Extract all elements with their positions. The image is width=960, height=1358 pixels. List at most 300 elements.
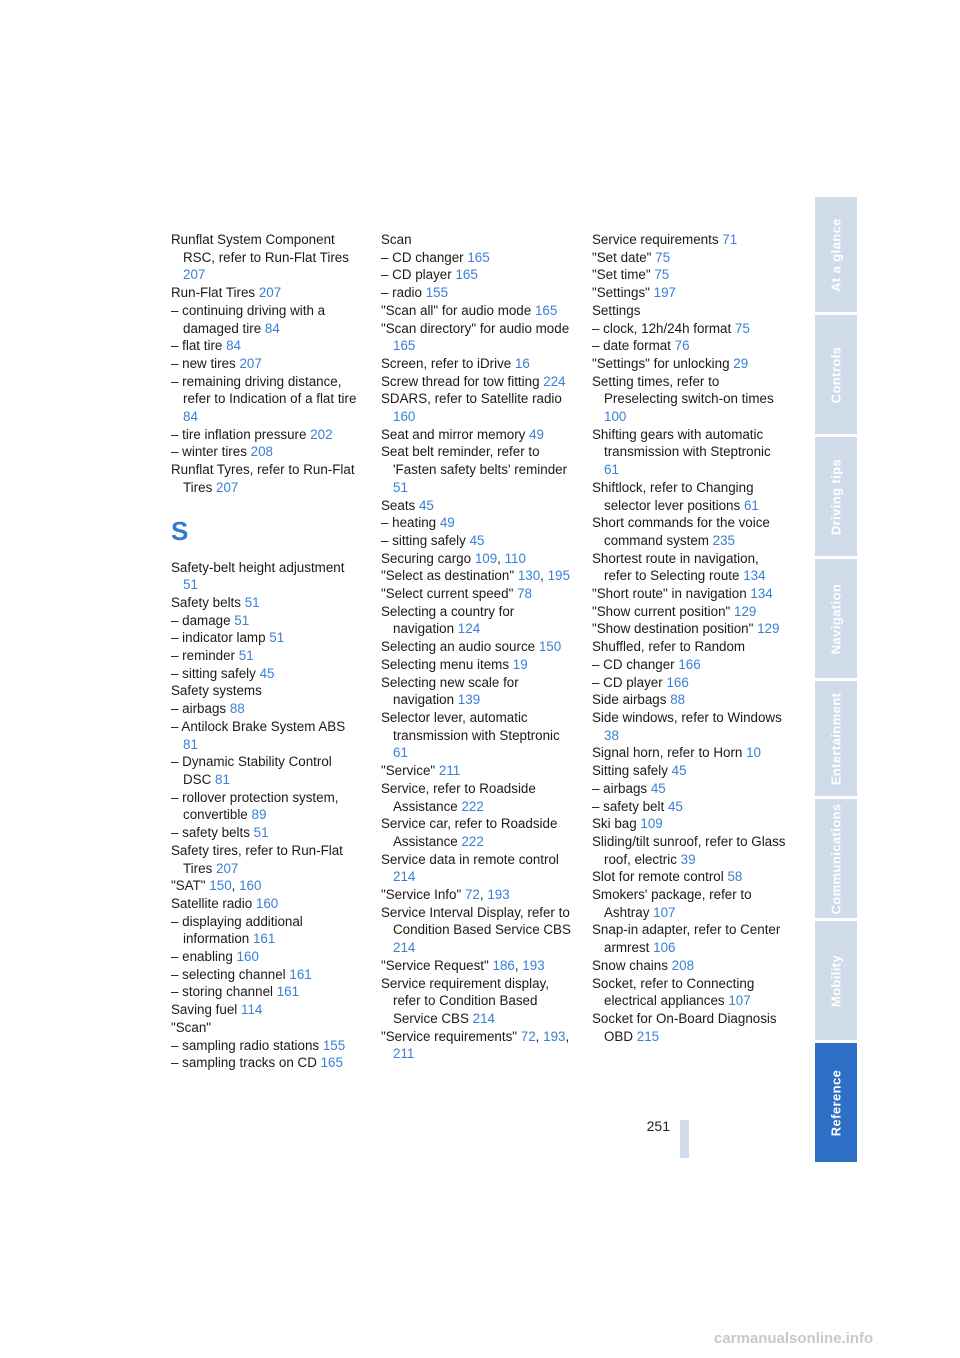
index-entry: "Service Info" 72, 193 <box>381 887 510 903</box>
page-reference-link[interactable]: 10 <box>746 745 761 761</box>
index-entry <box>381 709 573 762</box>
index-entry <box>592 691 788 709</box>
index-entry <box>381 851 573 886</box>
index-entry-text: "Select current speed" <box>381 586 514 602</box>
index-entry <box>592 231 788 249</box>
index-entry-text: – storing channel <box>171 984 273 1000</box>
page-reference-link[interactable]: 75 <box>655 249 671 265</box>
page-reference-link[interactable]: 39 <box>680 851 696 867</box>
page-reference-link[interactable]: 224 <box>543 373 566 389</box>
sidebar-tab-communications[interactable] <box>815 799 857 921</box>
page-reference-link[interactable]: 207 <box>258 285 282 301</box>
index-entry <box>381 904 573 957</box>
index-entry-text: "Scan directory" for audio mode <box>381 320 570 336</box>
index-entry-text: – flat tire <box>171 338 223 354</box>
watermark: carmanualsonline.info <box>714 1330 874 1347</box>
index-entry-text: – rollover protection system, convertible <box>171 789 339 823</box>
page-reference-link[interactable]: 81 <box>183 736 198 752</box>
index-entry-text: – CD player <box>592 674 663 690</box>
index-entry <box>592 373 788 426</box>
page-reference-link[interactable]: 107 <box>728 993 751 1009</box>
page-reference-link[interactable]: 109 <box>640 816 663 832</box>
index-entry <box>171 461 363 496</box>
page-reference-link[interactable]: 45 <box>667 798 683 814</box>
index-entry <box>171 913 363 948</box>
index-entry <box>592 426 788 479</box>
index-entry-text: "Select as destination" <box>381 568 515 584</box>
page-reference-link[interactable]: 214 <box>393 940 416 956</box>
index-entry <box>592 620 788 638</box>
index-entry <box>592 975 788 1010</box>
index-entry <box>171 700 363 718</box>
page-reference-link[interactable]: 166 <box>666 674 689 690</box>
index-entry-text: Selector lever, automatic transmission with Steptronic <box>381 709 560 743</box>
page-reference-link[interactable]: 195 <box>547 568 570 584</box>
page-reference-link[interactable]: 139 <box>457 692 481 708</box>
index-entry <box>381 585 573 603</box>
page-reference-link[interactable]: 75 <box>654 267 670 283</box>
index-entry <box>592 337 788 355</box>
index-entry-text: Side airbags <box>592 692 667 708</box>
index-entry <box>592 638 788 656</box>
index-entry <box>171 718 363 753</box>
index-entry-text: – new tires <box>171 355 236 371</box>
sidebar-tab-label: At a glance <box>828 217 844 292</box>
page-reference-link[interactable]: 51 <box>393 479 408 495</box>
page-reference-link[interactable]: 88 <box>229 701 245 717</box>
page-reference-link[interactable]: 222 <box>461 833 484 849</box>
index-entry <box>171 682 363 700</box>
page-reference-link[interactable]: 207 <box>216 479 239 495</box>
index-entry-text: – airbags <box>171 701 227 717</box>
sidebar-tab-label: Controls <box>828 346 844 403</box>
index-entry <box>381 656 573 674</box>
index-entry <box>171 443 363 461</box>
page-reference-link[interactable]: 155 <box>425 285 449 301</box>
page-reference-link[interactable]: 49 <box>529 426 545 442</box>
page-reference-link[interactable]: 202 <box>310 426 333 442</box>
page-reference-link[interactable]: 130 <box>517 568 541 584</box>
page-reference-link[interactable]: 215 <box>636 1028 660 1044</box>
index-entry-text: Saving fuel <box>171 1002 238 1018</box>
index-entry <box>592 886 788 921</box>
page-reference-link[interactable]: 84 <box>264 320 280 336</box>
index-entry <box>592 320 788 338</box>
index-entry <box>592 674 788 692</box>
index-entry-text: Signal horn, refer to Horn <box>592 745 743 761</box>
index-entry <box>381 762 573 780</box>
page-reference-link[interactable]: 165 <box>467 249 490 265</box>
index-entry <box>171 665 363 683</box>
page-reference-link[interactable]: 197 <box>653 285 676 301</box>
index-entry-text: – CD changer <box>592 656 675 672</box>
page-reference-link[interactable]: 75 <box>734 320 750 336</box>
page-reference-link[interactable]: 134 <box>750 586 773 602</box>
index-entry-text: Side windows, refer to Windows <box>592 709 782 725</box>
page-reference-link[interactable]: 110 <box>504 550 526 566</box>
index-entry-text: "Show destination position" <box>592 621 754 637</box>
index-entry <box>592 868 788 886</box>
index-entry <box>171 983 363 1001</box>
page-reference-link[interactable]: 72 <box>464 887 480 903</box>
sidebar-tab-label: Communications <box>828 802 844 915</box>
index-entry-text: Seats <box>381 497 416 513</box>
index-entry-text: – indicator lamp <box>171 630 266 646</box>
index-entry <box>592 249 788 267</box>
page-reference-link[interactable]: 165 <box>393 338 416 354</box>
page-reference-link[interactable]: 106 <box>653 940 676 956</box>
page-number-bar <box>680 1120 689 1158</box>
index-entry-text: Seat and mirror memory <box>381 426 526 442</box>
page-reference-link[interactable]: 61 <box>743 497 759 513</box>
page-reference-link[interactable]: 129 <box>757 621 780 637</box>
sidebar-tab-label: Mobility <box>828 954 844 1007</box>
index-entry-text: Socket for On-Board Diagnosis OBD <box>592 1010 777 1044</box>
index-entry <box>171 629 363 647</box>
sidebar-tab-label: Driving tips <box>828 458 844 535</box>
page-reference-link[interactable]: 207 <box>239 355 262 371</box>
index-entry-text: – continuing driving with a damaged tire <box>171 302 326 336</box>
index-entry <box>171 948 363 966</box>
index-entry <box>171 426 363 444</box>
page-reference-link[interactable]: 124 <box>457 621 481 637</box>
page-reference-link[interactable]: 150 <box>209 878 232 894</box>
index-entry: Securing cargo 109, 110 <box>381 550 526 566</box>
index-entry <box>592 355 788 373</box>
index-entry-text: Slot for remote control <box>592 869 724 885</box>
page-reference-link[interactable]: 45 <box>418 497 434 513</box>
index-entry-text: "Scan" <box>171 1019 212 1035</box>
index-entry-text: – CD changer <box>381 249 464 265</box>
index-entry-text: – safety belts <box>171 825 250 841</box>
index-entry-text: "SAT" <box>171 878 206 894</box>
index-entry <box>381 638 573 656</box>
index-entry: "SAT" 150, 160 <box>171 878 262 894</box>
index-entry <box>592 957 788 975</box>
index-entry-text: – heating <box>381 515 437 531</box>
index-entry <box>592 709 788 744</box>
index-entry-text: "Short route" in navigation <box>592 586 747 602</box>
page-reference-link[interactable]: 61 <box>393 745 408 761</box>
index-entry <box>592 762 788 780</box>
page-reference-link[interactable]: 61 <box>604 462 619 478</box>
index-entry-text: – radio <box>381 285 422 301</box>
page-reference-link[interactable]: 84 <box>183 409 198 425</box>
page-reference-link[interactable]: 88 <box>670 692 686 708</box>
index-entry <box>171 895 363 913</box>
index-entry-text: – displaying additional information <box>171 913 303 947</box>
page-reference-link[interactable]: 76 <box>674 338 690 354</box>
page-reference-link[interactable]: 71 <box>722 232 738 247</box>
page-reference-link[interactable]: 45 <box>259 665 275 681</box>
index-entry-text: Shifting gears with automatic transmission with Steptronic <box>592 426 771 460</box>
index-entry <box>592 780 788 798</box>
page-reference-link[interactable]: 235 <box>712 532 735 548</box>
index-entry-text: Safety systems <box>171 683 262 699</box>
index-entry-text: Snow chains <box>592 957 668 973</box>
page-reference-link[interactable]: 114 <box>241 1002 263 1018</box>
index-entry-text: – clock, 12h/24h format <box>592 320 732 336</box>
index-entry-text: – sitting safely <box>381 532 466 548</box>
index-entry-text: Safety tires, refer to Run-Flat Tires <box>171 842 343 876</box>
page-reference-link[interactable]: 165 <box>534 302 558 318</box>
page-reference-link[interactable]: 160 <box>236 949 259 965</box>
index-entry-text: Setting times, refer to Preselecting switch-on times <box>592 373 774 407</box>
index-entry <box>171 789 363 824</box>
page-reference-link[interactable]: 81 <box>215 771 230 787</box>
index-entry-text: – winter tires <box>171 444 247 460</box>
page-reference-link[interactable]: 100 <box>604 409 627 425</box>
sidebar-tab-mobility[interactable] <box>815 921 857 1043</box>
index-entry-text: Service, refer to Roadside Assistance <box>381 780 536 814</box>
index-entry <box>171 824 363 842</box>
sidebar-tab-reference[interactable] <box>815 1043 857 1165</box>
index-entry <box>592 833 788 868</box>
index-entry-text: "Service requirements" <box>381 1028 518 1044</box>
page-reference-link[interactable]: 208 <box>250 444 273 460</box>
index-entry <box>171 647 363 665</box>
index-entry-text: Safety belts <box>171 594 241 610</box>
index-entry-text: – safety belt <box>592 798 665 814</box>
page-reference-link[interactable]: 165 <box>320 1055 343 1071</box>
index-entry-text: Sliding/tilt sunroof, refer to Glass roof, electric <box>592 833 786 867</box>
index-entry-text: – airbags <box>592 780 648 796</box>
index-entry-text: Screen, refer to iDrive <box>381 355 512 371</box>
page-reference-link[interactable]: 161 <box>276 984 300 1000</box>
index-entry <box>381 975 573 1028</box>
page-reference-link[interactable]: 211 <box>393 1046 415 1062</box>
index-entry-text: "Service Request" <box>381 957 489 973</box>
index-entry <box>381 514 573 532</box>
sidebar-tab-at-a-glance[interactable] <box>815 197 857 315</box>
index-entry <box>381 603 573 638</box>
index-entry <box>381 302 573 320</box>
page-reference-link[interactable]: 51 <box>234 612 250 628</box>
index-entry <box>171 373 363 426</box>
index-entry <box>381 320 573 355</box>
index-entry <box>592 302 788 320</box>
index-entry <box>381 443 573 496</box>
index-entry-text: Selecting a country for navigation <box>381 603 515 637</box>
page-reference-link[interactable]: 16 <box>514 355 530 371</box>
page-reference-link[interactable]: 72 <box>520 1028 536 1044</box>
page-reference-link[interactable]: 38 <box>604 727 619 743</box>
index-entry <box>592 266 788 284</box>
index-entry-text: – sitting safely <box>171 665 256 681</box>
index-entry <box>381 373 573 391</box>
index-entry <box>171 612 363 630</box>
index-entry <box>592 744 788 762</box>
index-entry-text: – sampling tracks on CD <box>171 1055 317 1071</box>
index-entry-text: Screw thread for tow fitting <box>381 373 540 389</box>
index-entry-text: – Dynamic Stability Control DSC <box>171 754 332 787</box>
page-reference-link[interactable]: 51 <box>253 825 269 841</box>
page-reference-link[interactable]: 160 <box>393 409 416 425</box>
index-entry <box>381 426 573 444</box>
index-entry <box>171 284 363 302</box>
page-reference-link[interactable]: 84 <box>226 338 241 354</box>
index-entry <box>592 798 788 816</box>
index-entry <box>171 594 363 612</box>
index-entry <box>171 559 363 594</box>
index-entry <box>381 355 573 373</box>
sidebar-tab-label: Reference <box>828 1069 844 1136</box>
index-entry <box>381 249 573 267</box>
page-reference-link[interactable]: 51 <box>183 577 198 593</box>
index-entry <box>592 479 788 514</box>
sidebar-tab-label: Navigation <box>828 583 844 654</box>
page-reference-link[interactable]: 222 <box>461 798 484 814</box>
page-reference-link[interactable]: 193 <box>487 887 510 903</box>
page-reference-link[interactable]: 165 <box>455 267 478 283</box>
page-reference-link[interactable]: 211 <box>438 763 461 779</box>
index-entry-text: Service requirements <box>592 232 719 247</box>
index-entry <box>381 497 573 515</box>
sidebar-tab-driving-tips[interactable] <box>815 437 857 559</box>
index-entry-text: – selecting channel <box>171 966 286 982</box>
index-entry-text: – reminder <box>171 648 236 664</box>
index-entry-text: Selecting an audio source <box>381 639 536 655</box>
index-entry <box>592 550 788 585</box>
index-entry-text: Sitting safely <box>592 763 668 779</box>
index-column-3 <box>592 231 788 1045</box>
page-reference-link[interactable]: 161 <box>289 966 312 982</box>
index-entry <box>171 337 363 355</box>
index-entry <box>592 514 788 549</box>
index-entry: "Service requirements" 72, 193, 211 <box>381 1028 570 1062</box>
index-entry <box>171 302 363 337</box>
index-entry-text: Service requirement display, refer to Condition Based Service CBS <box>381 975 549 1026</box>
index-entry <box>592 603 788 621</box>
index-entry: "Service Request" 186, 193 <box>381 957 545 973</box>
index-entry-text: Shiftlock, refer to Changing selector lever positions <box>592 479 754 513</box>
page-reference-link[interactable]: 107 <box>653 904 676 920</box>
sidebar-tab-navigation[interactable] <box>815 559 857 681</box>
index-entry-text: "Service" <box>381 763 436 779</box>
index-entry-text: "Settings" <box>592 285 650 301</box>
index-entry-text: – remaining driving distance, refer to Indication of a flat tire <box>171 373 357 407</box>
index-entry <box>381 815 573 850</box>
page-reference-link[interactable]: 134 <box>743 568 766 584</box>
index-entry-text: Smokers' package, refer to Ashtray <box>592 887 752 920</box>
index-entry-text: – date format <box>592 338 671 354</box>
index-entry-text: Seat belt reminder, refer to 'Fasten safety belts' reminder <box>381 444 568 478</box>
page-reference-link[interactable]: 45 <box>469 532 485 548</box>
page-reference-link[interactable]: 78 <box>517 586 532 602</box>
page-reference-link[interactable]: 207 <box>183 267 206 283</box>
index-entry-text: – Antilock Brake System ABS <box>171 718 346 734</box>
index-entry-text: – CD player <box>381 267 452 283</box>
index-entry: "Select as destination" 130, 195 <box>381 568 570 584</box>
page-reference-link[interactable]: 161 <box>252 931 276 947</box>
index-entry-text: Runflat Tyres, refer to Run-Flat Tires <box>171 462 355 495</box>
index-letter-heading: S <box>171 515 189 546</box>
page-reference-link[interactable]: 155 <box>322 1037 346 1053</box>
page-reference-link[interactable]: 129 <box>734 603 757 619</box>
index-entry <box>381 532 573 550</box>
page-reference-link[interactable]: 51 <box>244 594 260 610</box>
index-entry-text: Socket, refer to Connecting electrical appliances <box>592 975 755 1009</box>
index-entry-text: Satellite radio <box>171 895 253 911</box>
page-reference-link[interactable]: 160 <box>255 895 279 911</box>
page-reference-link[interactable]: 207 <box>216 860 239 876</box>
index-entry-text: SDARS, refer to Satellite radio <box>381 391 562 407</box>
index-entry-text: Securing cargo <box>381 550 472 566</box>
page-number: 251 <box>646 1118 670 1134</box>
page-reference-link[interactable]: 166 <box>678 656 701 672</box>
index-entry <box>592 1010 788 1045</box>
page-reference-link[interactable]: 29 <box>733 355 749 371</box>
index-entry <box>171 1054 363 1072</box>
index-entry <box>381 284 573 302</box>
page-reference-link[interactable]: 45 <box>650 780 666 796</box>
page-reference-link[interactable]: 150 <box>538 639 562 655</box>
index-entry <box>171 1001 363 1019</box>
index-entry-text: Ski bag <box>592 816 637 832</box>
index-entry <box>592 921 788 956</box>
page-reference-link[interactable]: 51 <box>269 630 285 646</box>
index-entry <box>381 674 573 709</box>
index-entry-text: "Settings" for unlocking <box>592 355 730 371</box>
page-reference-link[interactable]: 45 <box>671 763 687 779</box>
page-reference-link[interactable]: 214 <box>472 1010 495 1026</box>
page-reference-link[interactable]: 51 <box>238 648 254 664</box>
page-reference-link[interactable]: 89 <box>251 807 267 823</box>
index-entry-text: Shuffled, refer to Random <box>592 639 746 655</box>
index-entry <box>381 780 573 815</box>
index-entry <box>381 390 573 425</box>
index-entry-text: "Set time" <box>592 267 651 283</box>
page-reference-link[interactable]: 214 <box>393 869 416 885</box>
page-reference-link[interactable]: 186 <box>492 957 515 973</box>
index-entry <box>592 656 788 674</box>
index-entry <box>171 1019 363 1037</box>
sidebar-tab-controls[interactable] <box>815 315 857 437</box>
sidebar-tab-label: Entertainment <box>828 692 844 785</box>
index-entry-text: Snap-in adapter, refer to Center armrest <box>592 922 781 956</box>
index-entry-text: – damage <box>171 612 231 628</box>
page-reference-link[interactable]: 193 <box>543 1028 566 1044</box>
index-entry-text: – tire inflation pressure <box>171 426 307 442</box>
page-reference-link[interactable]: 19 <box>512 656 528 672</box>
index-entry-text: Service car, refer to Roadside Assistance <box>381 816 558 849</box>
page-reference-link[interactable]: 58 <box>727 869 743 885</box>
index-entry-text: Settings <box>592 302 641 318</box>
index-entry-text: – enabling <box>171 949 233 965</box>
page-reference-link[interactable]: 193 <box>522 957 545 973</box>
index-entry <box>592 815 788 833</box>
page-reference-link[interactable]: 49 <box>439 515 455 531</box>
index-entry-text: "Set date" <box>592 249 652 265</box>
page-reference-link[interactable]: 160 <box>239 878 262 894</box>
index-entry-text: Short commands for the voice command system <box>592 515 770 548</box>
index-column-1 <box>171 231 363 1072</box>
index-entry-text: Service Interval Display, refer to Condition Based Service CBS <box>381 904 571 938</box>
index-entry <box>171 966 363 984</box>
index-entry <box>171 355 363 373</box>
index-entry-text: Scan <box>381 232 412 247</box>
index-entry <box>171 753 363 788</box>
index-entry <box>381 231 573 249</box>
sidebar-tab-entertainment[interactable] <box>815 681 857 799</box>
index-entry-text: Selecting menu items <box>381 656 510 672</box>
index-entry-text: Shortest route in navigation, refer to Selecting route <box>592 550 759 584</box>
index-entry <box>171 231 363 284</box>
index-entry-text: Runflat System Component RSC, refer to Run-Flat Tires <box>171 232 349 265</box>
page-reference-link[interactable]: 109 <box>474 550 498 566</box>
page-reference-link[interactable]: 208 <box>671 957 695 973</box>
index-entry <box>171 1037 363 1055</box>
